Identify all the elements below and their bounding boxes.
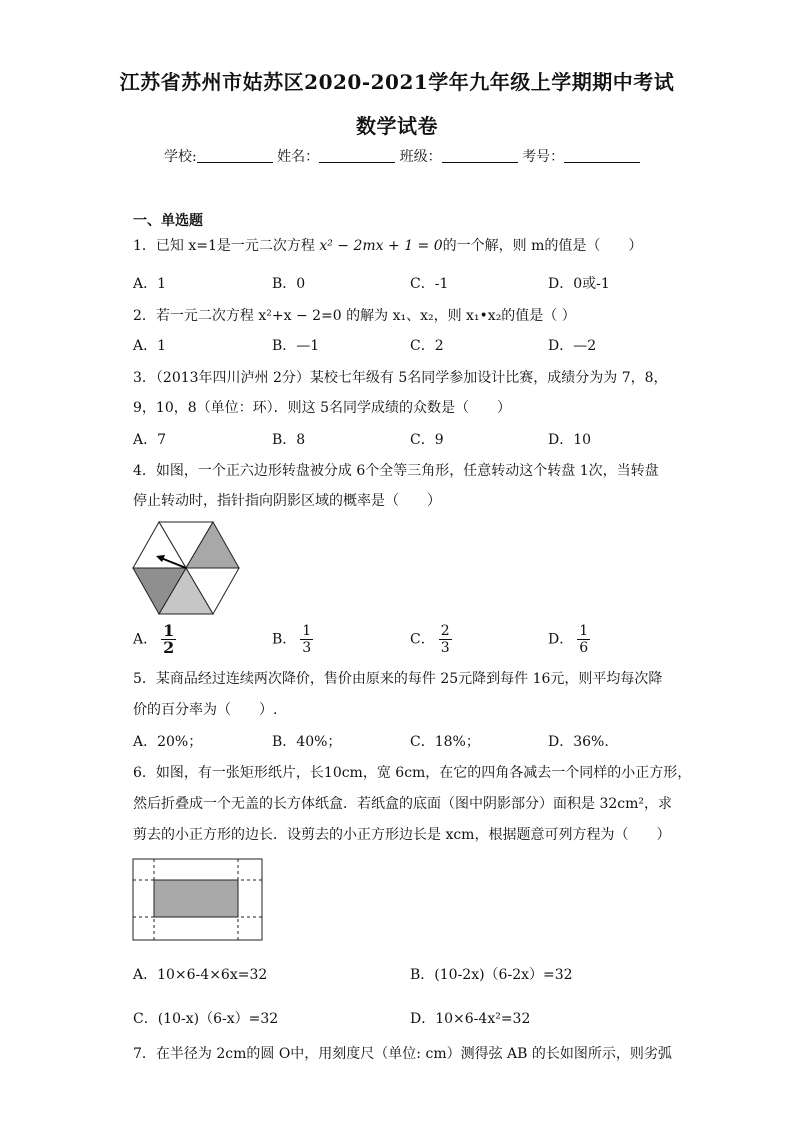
question-3-line-1: 3．（2013年四川泸州 2分）某校七年级有 5名同学参加设计比赛，成绩分为为 7，8， [133, 370, 668, 386]
rectangle-paper-figure [132, 858, 264, 942]
hexagon-spinner-figure [131, 520, 241, 616]
numerator: 2 [440, 623, 450, 639]
q4-option-d[interactable] [548, 623, 590, 656]
exam-subtitle: 数学试卷 [356, 114, 438, 138]
q5-option-d[interactable]: D．36%. [548, 734, 609, 750]
name-label: 姓名： [277, 149, 320, 165]
q1-post: 的一个解，则 m的值是（ ） [442, 238, 643, 254]
q5-option-c[interactable]: C．18%； [410, 734, 480, 750]
q4-option-d-label: D． [548, 631, 574, 648]
exam-title: 江苏省苏州市姑苏区2020-2021学年九年级上学期期中考试 [119, 70, 675, 94]
q4-option-c-label: C． [410, 631, 435, 648]
question-6-line-1: 6．如图，有一张矩形纸片，长10cm，宽 6cm，在它的四角各减去一个同样的小正方形， [133, 765, 692, 781]
school-label: 学校: [164, 149, 197, 165]
student-info-line [164, 146, 640, 166]
class-blank[interactable] [442, 148, 518, 163]
q3-option-c[interactable]: C．9 [410, 432, 444, 448]
question-4-line-2: 停止转动时，指针指向阴影区域的概率是（ ） [133, 493, 441, 509]
q4-option-b-label: B． [272, 631, 297, 648]
denominator: 3 [302, 640, 312, 656]
q4-option-b[interactable] [272, 623, 313, 656]
q1-equation: x² − 2mx + 1 = 0 [319, 238, 443, 254]
q2-option-c[interactable]: C．2 [410, 338, 444, 354]
q6-option-a[interactable]: A．10×6-4×6x=32 [133, 967, 268, 983]
q1-pre: 1．已知 x=1是一元二次方程 [133, 238, 320, 254]
question-3-line-2: 9，10，8（单位：环）．则这 5名同学成绩的众数是（ ） [133, 400, 511, 416]
q2-option-d[interactable]: D．—2 [548, 338, 597, 354]
question-6-line-2: 然后折叠成一个无盖的长方体纸盒．若纸盒的底面（图中阴影部分）面积是 32cm²，求 [133, 796, 672, 812]
q5-option-a[interactable]: A．20%； [133, 734, 203, 750]
q1-option-d[interactable]: D．0或-1 [548, 276, 610, 292]
q6-option-c[interactable]: C．(10-x)（6-x）=32 [133, 1011, 279, 1027]
numerator: 1 [163, 621, 175, 640]
q4-option-a-fraction [161, 623, 176, 656]
number-blank[interactable] [564, 148, 640, 163]
q6-option-d[interactable]: D．10×6-4x²=32 [410, 1011, 531, 1027]
school-blank[interactable] [197, 148, 273, 163]
q4-option-c-fraction [439, 623, 452, 656]
class-label: 班级： [399, 149, 442, 165]
q3-option-b[interactable]: B．8 [272, 432, 306, 448]
numerator: 1 [579, 623, 589, 639]
q4-option-c[interactable] [410, 623, 452, 656]
q3-option-a[interactable]: A．7 [133, 432, 167, 448]
q4-option-a-label: A． [133, 631, 158, 648]
q3-option-d[interactable]: D．10 [548, 432, 592, 448]
question-4-line-1: 4．如图，一个正六边形转盘被分成 6个全等三角形，任意转动这个转盘 1次，当转盘 [133, 463, 659, 479]
shaded-base [154, 880, 238, 917]
q4-option-d-fraction [577, 623, 590, 656]
q4-option-a[interactable] [133, 623, 176, 656]
question-5-line-1: 5．某商品经过连续两次降价，售价由原来的每件 25元降到每件 16元，则平均每次降 [133, 671, 663, 687]
q2-option-a[interactable]: A．1 [133, 338, 167, 354]
question-1 [133, 236, 642, 256]
q2-option-b[interactable]: B．—1 [272, 338, 320, 354]
q1-option-a[interactable]: A．1 [133, 276, 167, 292]
question-7-line-1: 7．在半径为 2cm的圆 O中，用刻度尺（单位: cm）测得弦 AB 的长如图所示，则劣弧 [133, 1046, 672, 1062]
numerator: 1 [302, 623, 312, 639]
q1-option-c[interactable]: C．-1 [410, 276, 449, 292]
denominator: 6 [579, 640, 589, 656]
q4-option-b-fraction [300, 623, 313, 656]
question-5-line-2: 价的百分率为（ ）. [133, 702, 278, 718]
q6-option-b[interactable]: B．(10-2x)（6-2x）=32 [410, 967, 573, 983]
name-blank[interactable] [319, 148, 395, 163]
question-2: 2．若一元二次方程 x²+x − 2=0 的解为 x₁、x₂，则 x₁•x₂的值是（ ） [133, 308, 576, 324]
denominator: 3 [440, 640, 450, 656]
q5-option-b[interactable]: B．40%； [272, 734, 342, 750]
q1-option-b[interactable]: B．0 [272, 276, 306, 292]
question-6-line-3: 剪去的小正方形的边长．设剪去的小正方形边长是 xcm，根据题意可列方程为（ ） [133, 827, 671, 843]
number-label: 考号： [522, 149, 565, 165]
section-heading: 一、单选题 [133, 213, 203, 229]
denominator: 2 [163, 638, 175, 657]
